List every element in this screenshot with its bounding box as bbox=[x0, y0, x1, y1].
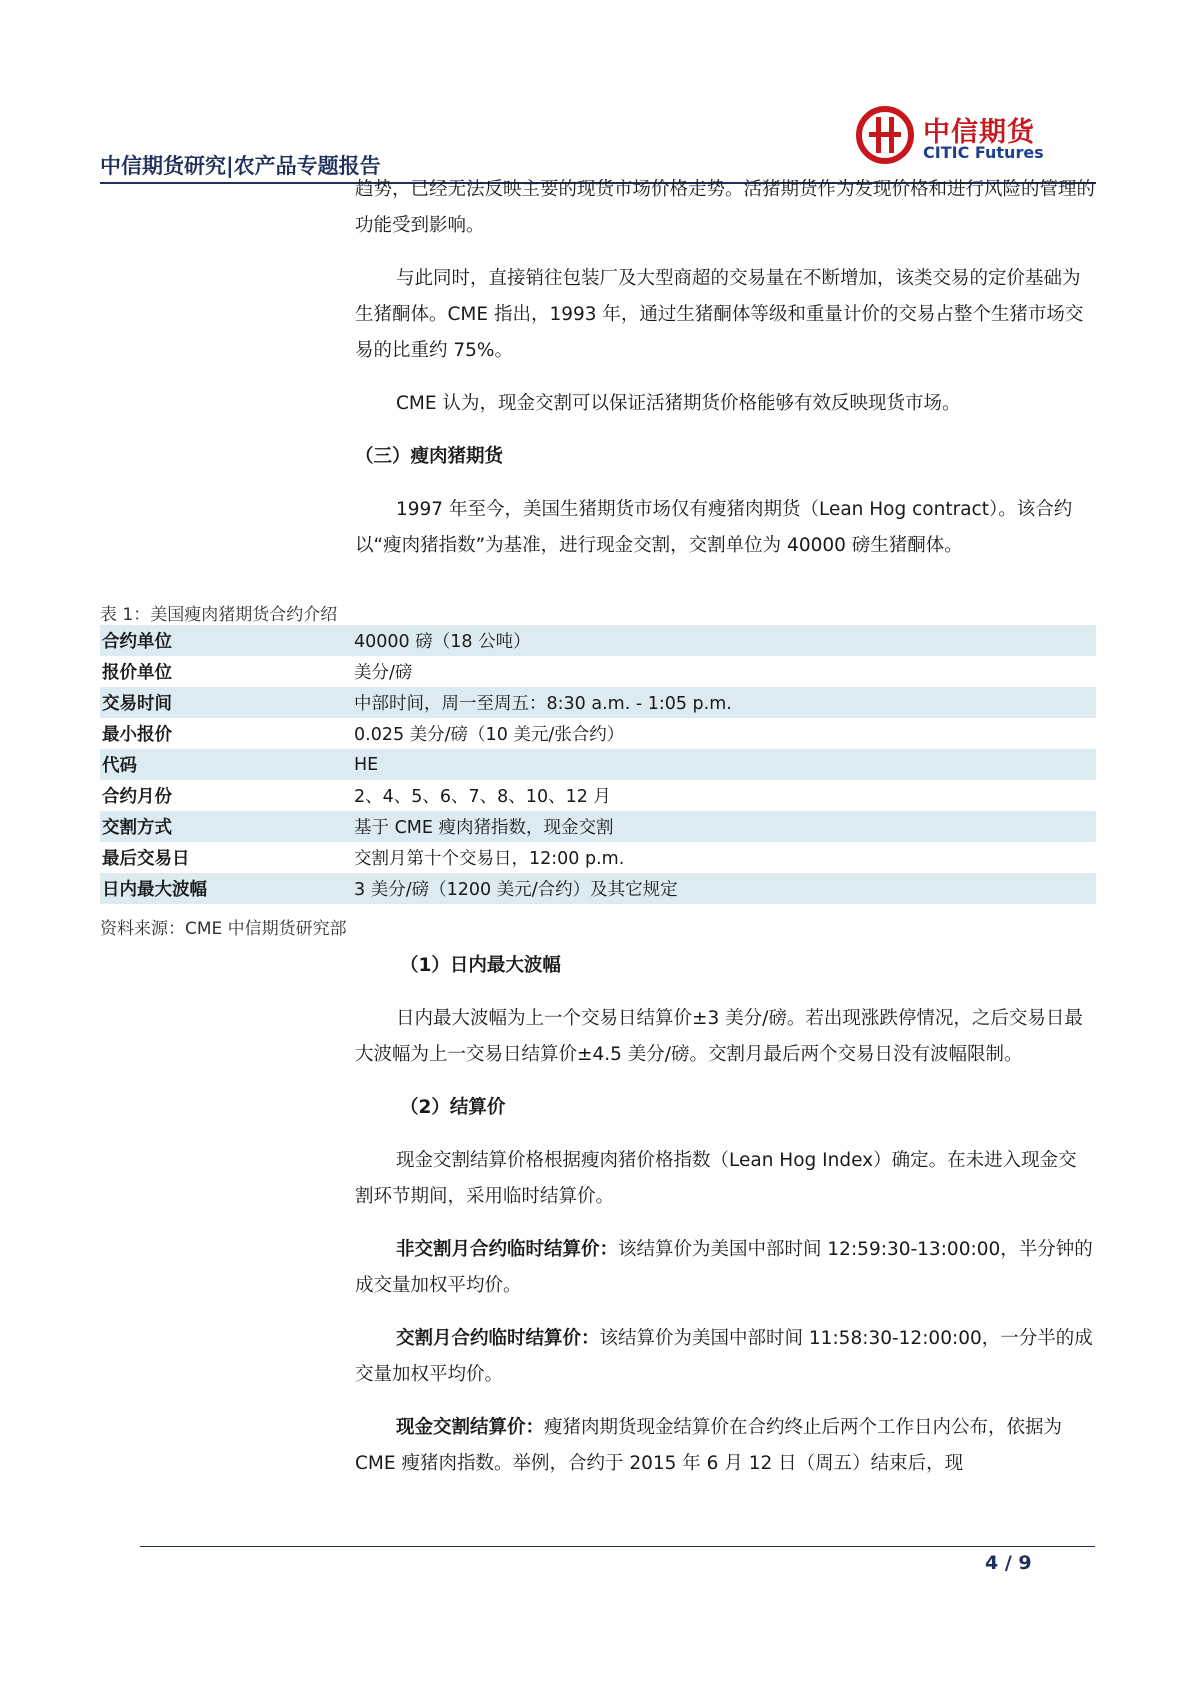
table-row bbox=[100, 687, 1096, 718]
table-key: 交易时间 bbox=[100, 687, 352, 718]
logo-chinese-name: 中信期货 bbox=[923, 117, 1035, 148]
item-text: 该结算价为美国中部时间 11:58:30-12:00:00，一分半的成交量加权平均价。 bbox=[355, 1328, 1093, 1385]
table-value: 交割月第十个交易日，12:00 p.m. bbox=[354, 849, 625, 869]
footer-divider bbox=[140, 1546, 1095, 1547]
settlement-item bbox=[355, 1410, 1095, 1482]
table-caption: 表 1：美国瘦肉猪期货合约介绍 bbox=[100, 605, 338, 625]
table-value: 美分/磅 bbox=[354, 663, 413, 683]
table-key: 日内最大波幅 bbox=[100, 873, 352, 904]
logo-english-name: CITIC Futures bbox=[923, 143, 1044, 162]
table-row bbox=[100, 749, 1096, 780]
table-row bbox=[100, 780, 1096, 811]
item-lead: 交割月合约临时结算价： bbox=[396, 1328, 600, 1349]
paragraph: 现金交割结算价格根据瘦肉猪价格指数（Lean Hog Index）确定。在未进入现金交割环节期间，采用临时结算价。 bbox=[355, 1150, 1077, 1207]
table-value: 3 美分/磅（1200 美元/合约）及其它规定 bbox=[352, 873, 1096, 904]
table-row bbox=[100, 873, 1096, 904]
table-row bbox=[100, 718, 1096, 749]
paragraph: 与此同时，直接销往包装厂及大型商超的交易量在不断增加，该类交易的定价基础为生猪酮体。CME 指出，1993 年，通过生猪酮体等级和重量计价的交易占整个生猪市场交易的比重约 75%。 bbox=[355, 268, 1084, 361]
table-value: 0.025 美分/磅（10 美元/张合约） bbox=[354, 725, 625, 745]
table-value: 2、4、5、6、7、8、10、12 月 bbox=[354, 787, 611, 807]
table-row bbox=[100, 811, 1096, 842]
subsection-heading: （2）结算价 bbox=[400, 1097, 506, 1118]
table-row bbox=[100, 625, 1096, 656]
table-key: 最后交易日 bbox=[102, 849, 190, 869]
intro-paragraphs bbox=[355, 172, 1095, 581]
settlement-section bbox=[355, 948, 1095, 1499]
citic-emblem-icon bbox=[855, 105, 915, 165]
table-key: 代码 bbox=[100, 749, 352, 780]
item-lead: 非交割月合约临时结算价： bbox=[396, 1239, 619, 1260]
settlement-item bbox=[355, 1321, 1095, 1393]
paragraph: 日内最大波幅为上一个交易日结算价±3 美分/磅。若出现涨跌停情况，之后交易日最大波幅为上一交易日结算价±4.5 美分/磅。交割月最后两个交易日没有波幅限制。 bbox=[355, 1008, 1083, 1065]
table-key: 最小报价 bbox=[102, 725, 172, 745]
page-number: 4 / 9 bbox=[985, 1552, 1032, 1574]
item-text: 该结算价为美国中部时间 12:59:30-13:00:00，半分钟的成交量加权平均价。 bbox=[355, 1239, 1093, 1296]
table-value: 中部时间，周一至周五：8:30 a.m. - 1:05 p.m. bbox=[352, 687, 1096, 718]
table-value: 40000 磅（18 公吨） bbox=[352, 625, 1096, 656]
table-row bbox=[100, 842, 1096, 873]
table-source: 资料来源：CME 中信期货研究部 bbox=[100, 919, 347, 939]
item-text: 瘦猪肉期货现金结算价在合约终止后两个工作日内公布，依据为 CME 瘦猪肉指数。举例，合约于 2015 年 6 月 12 日（周五）结束后，现 bbox=[355, 1417, 1063, 1474]
table-key: 报价单位 bbox=[102, 663, 172, 683]
contract-spec-table bbox=[100, 625, 1096, 904]
paragraph: 1997 年至今，美国生猪期货市场仅有瘦猪肉期货（Lean Hog contract）。该合约以“瘦肉猪指数”为基准，进行现金交割，交割单位为 40000 磅生猪酮体。 bbox=[355, 499, 1073, 556]
table-value: 基于 CME 瘦肉猪指数，现金交割 bbox=[352, 811, 1096, 842]
paragraph: 趋势，已经无法反映主要的现货市场价格走势。活猪期货作为发现价格和进行风险的管理的功能受到影响。 bbox=[355, 179, 1096, 236]
table-key: 合约月份 bbox=[102, 787, 172, 807]
table-value: HE bbox=[352, 749, 1096, 780]
table-key: 合约单位 bbox=[100, 625, 352, 656]
paragraph: CME 认为，现金交割可以保证活猪期货价格能够有效反映现货市场。 bbox=[396, 393, 961, 414]
settlement-item bbox=[355, 1232, 1095, 1304]
section-heading: （三）瘦肉猪期货 bbox=[355, 446, 504, 467]
table-row bbox=[100, 656, 1096, 687]
subsection-heading: （1）日内最大波幅 bbox=[400, 955, 561, 976]
report-header-title: 中信期货研究|农产品专题报告 bbox=[100, 154, 381, 178]
citic-logo bbox=[855, 105, 1055, 165]
table-key: 交割方式 bbox=[100, 811, 352, 842]
item-lead: 现金交割结算价： bbox=[396, 1417, 545, 1438]
